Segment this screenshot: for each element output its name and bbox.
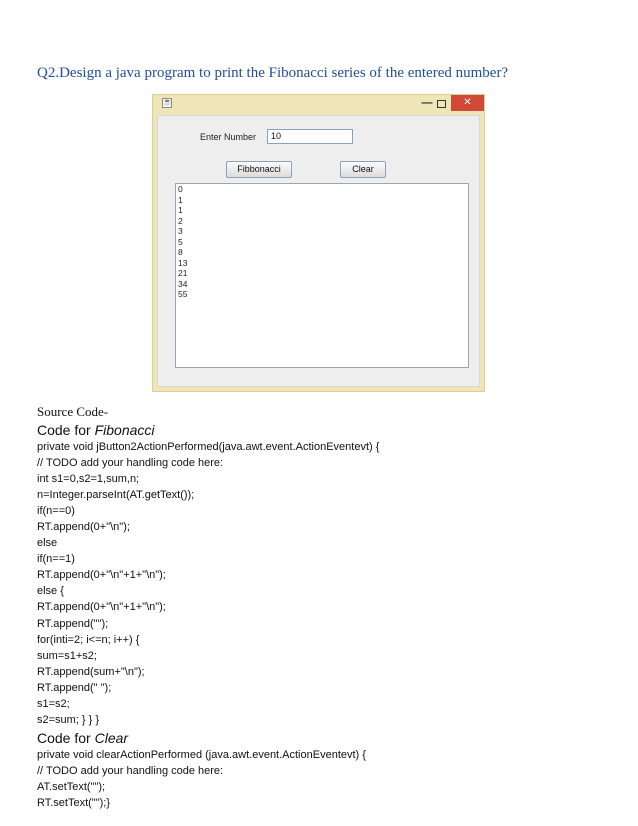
fibonacci-code-heading [37, 421, 627, 439]
code-heading-name: Clear [94, 729, 129, 746]
java-app-window [152, 94, 485, 392]
output-line: 5 [178, 236, 183, 247]
fibonacci-button[interactable]: Fibbonacci [226, 161, 292, 178]
code-line: private void clearActionPerformed (java.awt.event.ActionEventevt) { [37, 748, 366, 761]
fibonacci-code-block [37, 439, 627, 728]
output-line: 3 [178, 226, 183, 236]
code-line: private void jButton2ActionPerformed(java.awt.event.ActionEventevt) { [37, 441, 380, 453]
code-line: s2=sum; } } } [37, 713, 100, 726]
window-title-bar[interactable] [153, 95, 484, 111]
output-line: 21 [178, 268, 188, 278]
code-line: // TODO add your handling code here: [37, 457, 224, 470]
output-line: 55 [178, 289, 188, 299]
code-line: if(n==1) [37, 553, 75, 566]
code-heading-prefix: Code for [37, 422, 95, 438]
code-line: RT.append(0+"\n"+1+"\n"); [37, 601, 166, 614]
close-button[interactable]: ✕ [451, 95, 484, 111]
enter-number-label: Enter Number [200, 132, 257, 142]
output-line: 8 [178, 247, 183, 257]
code-heading-name: Fibonacci [94, 422, 155, 438]
code-line: if(n==0) [37, 505, 75, 518]
code-line: int s1=0,s2=1,sum,n; [37, 473, 140, 486]
minimize-button[interactable]: — [421, 97, 433, 109]
code-heading-prefix: Code for [37, 729, 95, 746]
question-heading: Q2.Design a java program to print the Fibonacci series of the entered number? [37, 65, 509, 81]
maximize-button[interactable] [437, 100, 446, 108]
source-code-section [37, 404, 627, 811]
code-line: RT.append(" "); [37, 681, 112, 694]
code-line: RT.append(0+"\n"); [37, 521, 130, 534]
code-line: RT.setText("");} [37, 796, 111, 809]
code-line: for(inti=2; i<=n; i++) { [37, 633, 140, 646]
window-content-pane [157, 115, 480, 387]
output-line: 2 [178, 215, 183, 226]
output-line: 0 [178, 184, 183, 194]
code-line: RT.append(""); [37, 617, 109, 630]
code-line: // TODO add your handling code here: [37, 764, 224, 777]
code-line: n=Integer.parseInt(AT.getText()); [37, 489, 195, 502]
output-textarea[interactable] [175, 183, 469, 368]
clear-code-block [37, 747, 627, 811]
code-line: RT.append(sum+"\n"); [37, 665, 145, 678]
number-input[interactable]: 10 [267, 129, 353, 144]
output-line: 34 [178, 278, 188, 289]
code-line: else [37, 537, 58, 550]
code-line: RT.append(0+"\n"+1+"\n"); [37, 569, 166, 582]
java-app-icon: ☕ [163, 99, 172, 106]
clear-code-heading [37, 729, 627, 747]
code-line: sum=s1+s2; [37, 649, 97, 662]
output-line: 1 [178, 205, 183, 215]
output-line: 13 [178, 257, 188, 268]
output-line: 1 [178, 194, 183, 205]
code-line: s1=s2; [37, 697, 70, 710]
code-line: else { [37, 585, 64, 598]
clear-button[interactable]: Clear [340, 161, 386, 178]
source-code-title: Source Code- [37, 404, 109, 419]
code-line: AT.setText(""); [37, 780, 106, 793]
